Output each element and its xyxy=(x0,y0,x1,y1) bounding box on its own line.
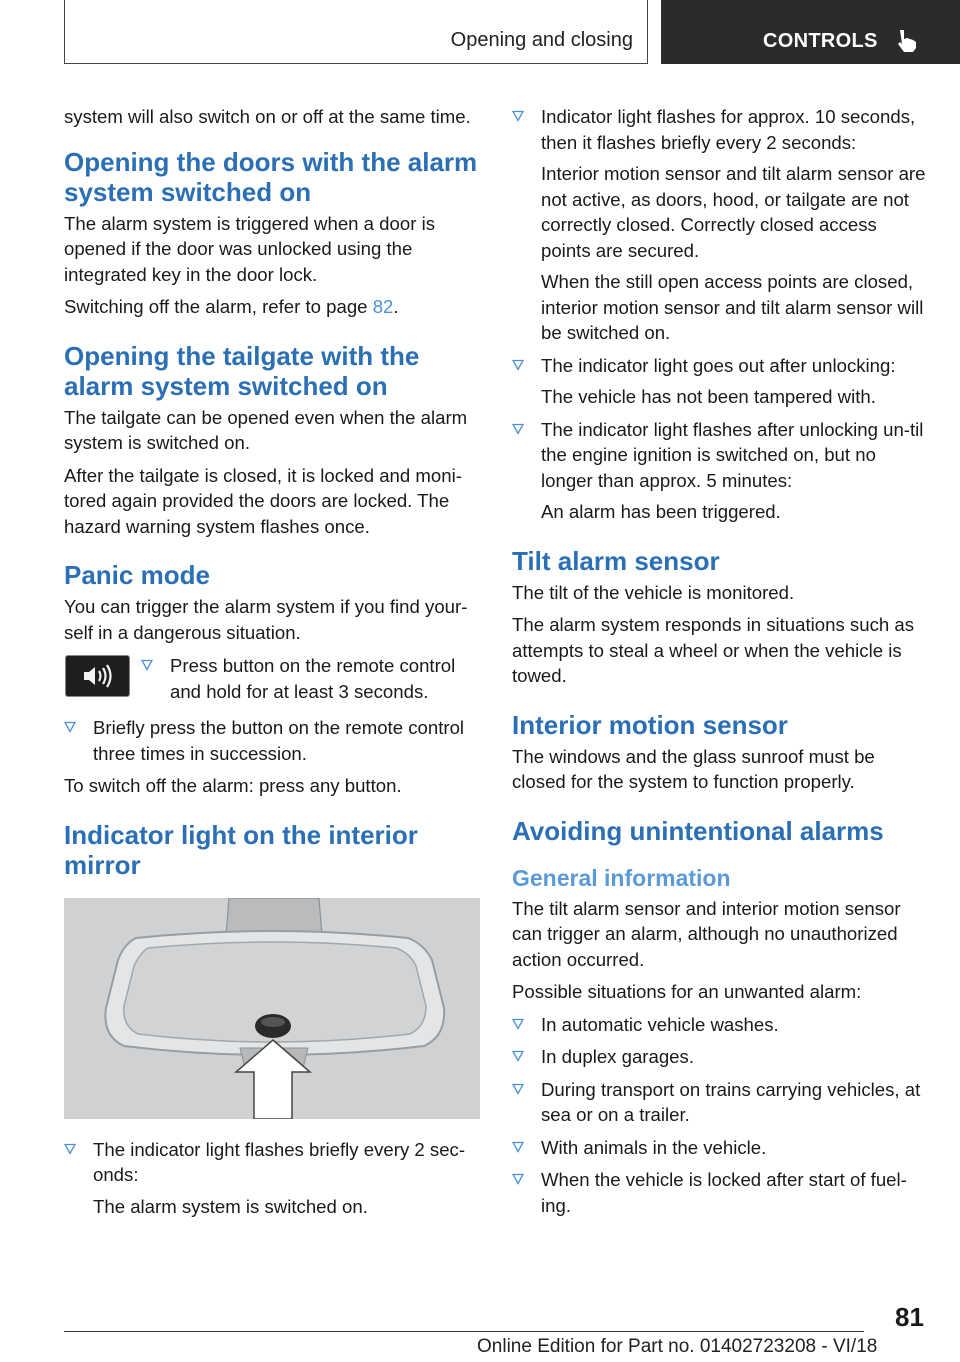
list-item-text: Briefly press the button on the remote control three times in succession. xyxy=(93,717,465,764)
page-link-82[interactable]: 82 xyxy=(372,296,394,317)
list-item-text: The indicator light goes out after unlocking: xyxy=(541,354,896,376)
list-item-text: In duplex garages. xyxy=(541,1046,694,1067)
list-item xyxy=(512,1135,930,1161)
list-item xyxy=(512,1044,930,1070)
heading-unintentional-alarms: Avoiding unintentional alarms xyxy=(512,815,884,846)
heading-tailgate-alarm: Opening the tailgate with the alarm system switched on xyxy=(64,340,420,401)
page-number: 81 xyxy=(895,1302,924,1332)
heading-indicator-light: Indicator light on the interior mirror xyxy=(64,819,418,880)
triangle-bullet-icon xyxy=(512,359,524,371)
switch-off-reference xyxy=(64,294,482,320)
list-item xyxy=(512,1167,930,1218)
chapter-title: CONTROLS xyxy=(763,30,878,52)
section-title: Opening and closing xyxy=(450,29,633,51)
list-item xyxy=(64,1137,482,1220)
list-item-text: The indicator light flashes briefly every 2 sec‐onds: xyxy=(93,1138,466,1185)
heading-tilt-alarm: Tilt alarm sensor xyxy=(512,545,720,576)
heading-panic-mode: Panic mode xyxy=(64,560,210,590)
list-item xyxy=(512,353,930,410)
triangle-bullet-icon xyxy=(512,1141,524,1153)
list-item-subtext: Interior motion sensor and tilt alarm sensor are not active, as doors, hood, or tailgate are not correctly closed. Correctly closed access points are secured. xyxy=(541,163,926,261)
chapter-tab xyxy=(661,0,960,64)
ref-text: Switching off the alarm, refer to page xyxy=(64,296,373,317)
panic-brief-list xyxy=(64,715,482,766)
triangle-bullet-icon xyxy=(64,1143,76,1155)
unintentional-text-2: Possible situations for an unwanted alarm: xyxy=(512,981,862,1002)
triangle-bullet-icon xyxy=(141,659,153,671)
list-item-text: In automatic vehicle washes. xyxy=(541,1013,779,1035)
indicator-right-list xyxy=(512,104,930,525)
motion-text: The windows and the glass sunroof must be closed for the system to function properly. xyxy=(512,745,875,792)
list-item-text: Indicator light flashes for approx. 10 seconds, then it flashes briefly every 2 seconds: xyxy=(541,106,916,153)
triangle-bullet-icon xyxy=(512,1018,524,1030)
intro-text: system will also switch on or off at the same time. xyxy=(64,106,471,127)
running-header-section xyxy=(64,0,648,64)
list-item xyxy=(64,715,482,766)
tailgate-text-2: After the tailgate is closed, it is locked and moni‐tored again provided the doors are locked. The hazard warning system flashes once. xyxy=(64,464,462,537)
list-item-subtext: When the still open access points are closed, interior motion sensor and tilt alarm sensor will be switched on. xyxy=(541,271,924,343)
list-item xyxy=(512,1077,930,1128)
list-item-text: The indicator light flashes after unlocking un‐til the engine ignition is switched on, but no longer than approx. 5 minutes: xyxy=(541,418,924,491)
right-column xyxy=(512,104,930,1225)
list-item-text: Press button on the remote control and hold for at least 3 seconds. xyxy=(170,655,456,702)
triangle-bullet-icon xyxy=(512,423,524,435)
speaker-button-icon xyxy=(65,655,130,697)
edition-text: Online Edition for Part no. 01402723208 - VI/18 xyxy=(477,1336,878,1357)
list-item xyxy=(512,1012,930,1038)
tailgate-text-1: The tailgate can be opened even when the alarm system is switched on. xyxy=(64,406,468,453)
interior-mirror-illustration xyxy=(64,898,480,1119)
unwanted-alarm-list xyxy=(512,1012,930,1219)
footer-divider xyxy=(64,1331,864,1332)
tilt-text-2: The alarm system responds in situations such as attempts to steal a wheel or when the vehicle is towed. xyxy=(512,614,915,686)
left-column xyxy=(64,104,482,1226)
list-item xyxy=(512,417,930,525)
list-item-text: When the vehicle is locked after start of fuel‐ing. xyxy=(541,1169,907,1216)
triangle-bullet-icon xyxy=(64,721,76,733)
list-item-text: With animals in the vehicle. xyxy=(541,1136,767,1158)
heading-interior-motion: Interior motion sensor xyxy=(512,709,788,740)
remote-button-row xyxy=(64,653,482,709)
list-item-subtext: An alarm has been triggered. xyxy=(541,501,781,522)
doors-alarm-text: The alarm system is triggered when a door is opened if the door was unlocked using the integrated key in the door lock. xyxy=(64,212,435,285)
unintentional-text-1: The tilt alarm sensor and interior motion sensor can trigger an alarm, although no unauthorized action occurred. xyxy=(512,897,901,970)
list-item-subtext: The vehicle has not been tampered with. xyxy=(541,386,876,407)
pointing-hand-icon xyxy=(893,26,921,54)
triangle-bullet-icon xyxy=(512,1083,524,1095)
ref-period: . xyxy=(393,296,399,317)
panic-press-list xyxy=(141,653,471,711)
switch-off-alarm-text: To switch off the alarm: press any button. xyxy=(64,775,402,796)
list-item-text: During transport on trains carrying vehicles, at sea or on a trailer. xyxy=(541,1078,921,1125)
list-item xyxy=(512,104,930,346)
tilt-text-1: The tilt of the vehicle is monitored. xyxy=(512,581,795,603)
indicator-left-list xyxy=(64,1137,482,1220)
list-item-subtext: The alarm system is switched on. xyxy=(93,1195,368,1217)
triangle-bullet-icon xyxy=(512,110,524,122)
triangle-bullet-icon xyxy=(512,1173,524,1185)
triangle-bullet-icon xyxy=(512,1050,524,1062)
list-item xyxy=(141,653,471,704)
subheading-general-information: General information xyxy=(512,864,731,891)
heading-doors-alarm: Opening the doors with the alarm system switched on xyxy=(64,146,478,207)
panic-text: You can trigger the alarm system if you find your‐self in a dangerous situation. xyxy=(64,596,468,643)
